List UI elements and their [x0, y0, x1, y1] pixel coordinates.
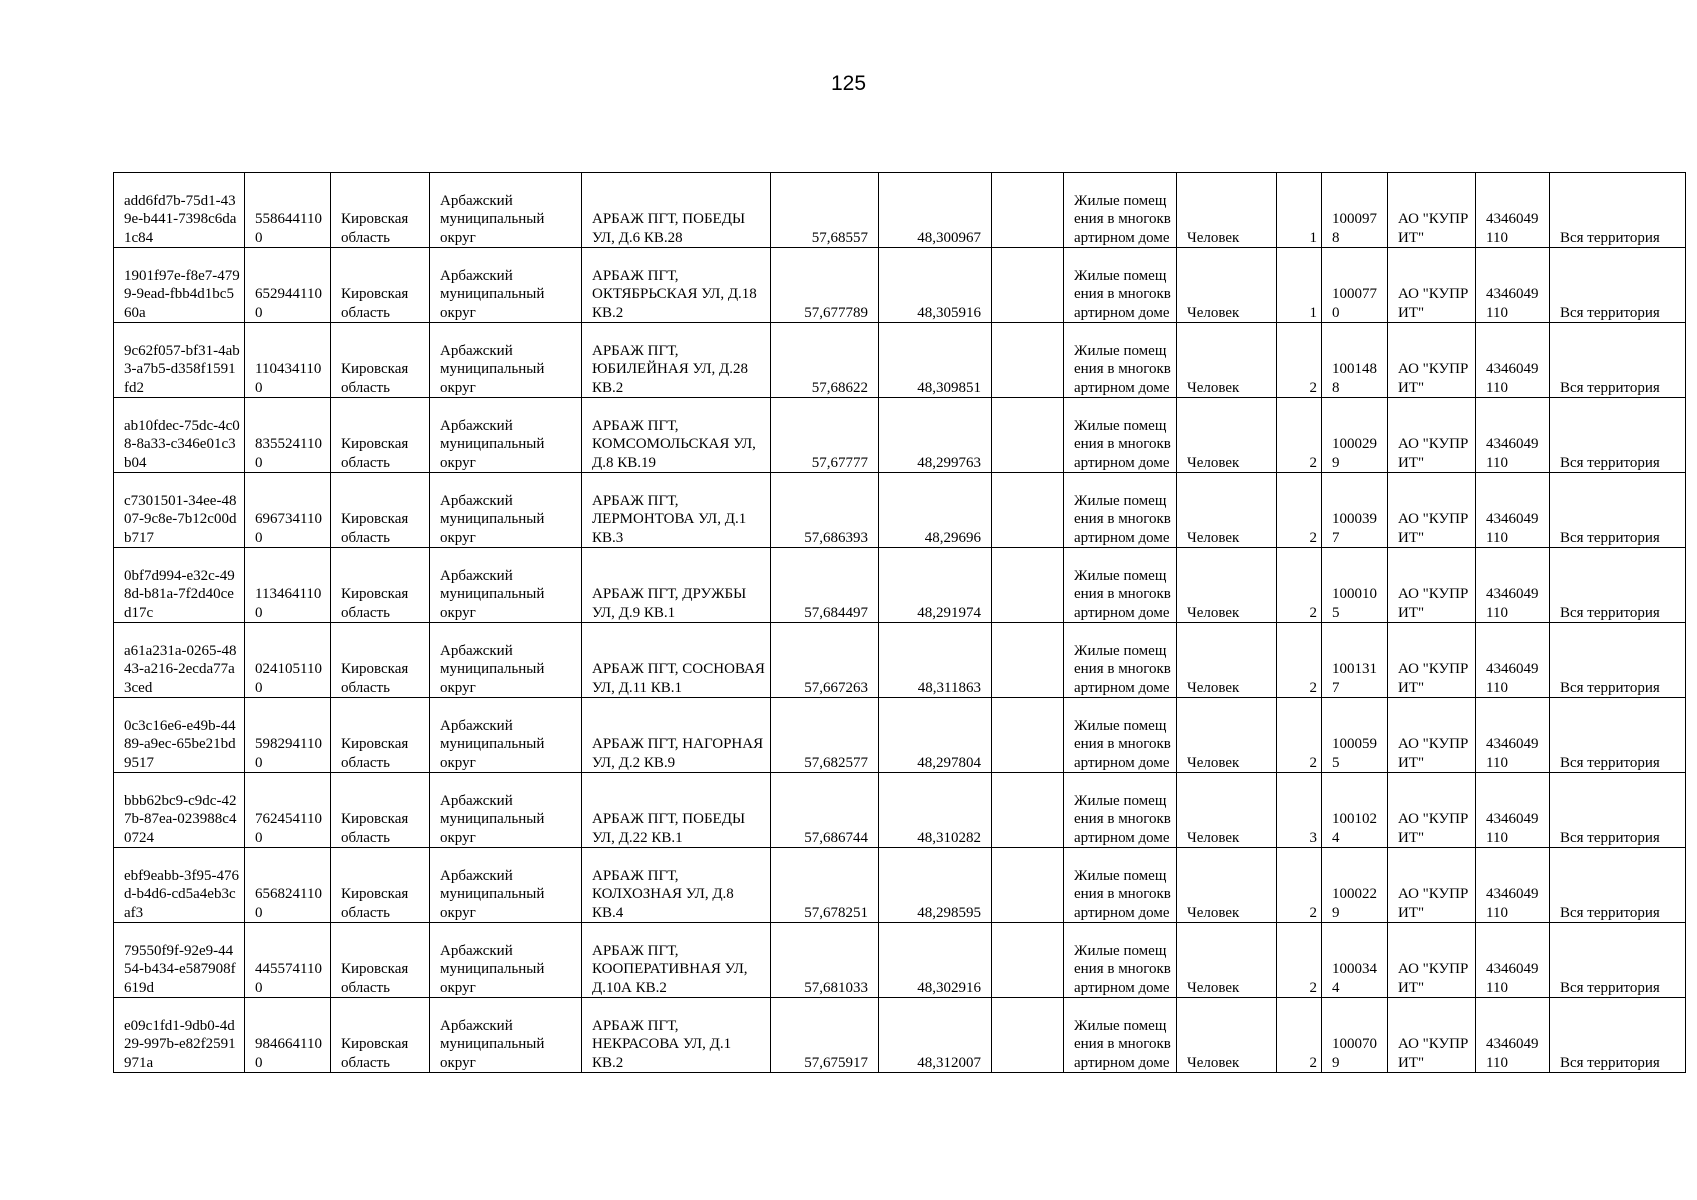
cell-unit: Человек: [1177, 848, 1277, 923]
cell-oktmo-code: 6967341100: [245, 473, 331, 548]
cell-number: 1001317: [1322, 623, 1388, 698]
cell-latitude: 57,677789: [771, 248, 879, 323]
cell-number: 1000595: [1322, 698, 1388, 773]
cell-longitude: 48,310282: [879, 773, 992, 848]
cell-organization: АО "КУПРИТ": [1388, 473, 1476, 548]
cell-object-id: 79550f9f-92e9-4454-b434-e587908f619d: [114, 923, 245, 998]
cell-inn: 4346049110: [1476, 773, 1550, 848]
table-row: [114, 698, 1686, 773]
cell-empty: [992, 998, 1064, 1073]
cell-unit: Человек: [1177, 548, 1277, 623]
cell-object-type: Жилые помещения в многоквартирном доме: [1064, 173, 1177, 248]
cell-organization: АО "КУПРИТ": [1388, 698, 1476, 773]
cell-region: Кировская область: [331, 398, 430, 473]
cell-territory: Вся территория: [1550, 773, 1686, 848]
cell-oktmo-code: 4455741100: [245, 923, 331, 998]
cell-empty: [992, 848, 1064, 923]
cell-empty: [992, 548, 1064, 623]
cell-latitude: 57,67777: [771, 398, 879, 473]
cell-latitude: 57,678251: [771, 848, 879, 923]
cell-organization: АО "КУПРИТ": [1388, 173, 1476, 248]
cell-oktmo-code: 7624541100: [245, 773, 331, 848]
cell-longitude: 48,312007: [879, 998, 992, 1073]
cell-oktmo-code: 6568241100: [245, 848, 331, 923]
cell-number: 1000344: [1322, 923, 1388, 998]
cell-territory: Вся территория: [1550, 698, 1686, 773]
cell-territory: Вся территория: [1550, 998, 1686, 1073]
cell-inn: 4346049110: [1476, 848, 1550, 923]
cell-territory: Вся территория: [1550, 248, 1686, 323]
cell-municipality: Арбажский муниципальный округ: [430, 773, 582, 848]
cell-address: АРБАЖ ПГТ, КОМСОМОЛЬСКАЯ УЛ, Д.8 КВ.19: [582, 398, 771, 473]
cell-organization: АО "КУПРИТ": [1388, 923, 1476, 998]
cell-count: 2: [1277, 923, 1322, 998]
cell-longitude: 48,300967: [879, 173, 992, 248]
cell-unit: Человек: [1177, 248, 1277, 323]
cell-address: АРБАЖ ПГТ, НАГОРНАЯ УЛ, Д.2 КВ.9: [582, 698, 771, 773]
cell-unit: Человек: [1177, 923, 1277, 998]
cell-count: 2: [1277, 473, 1322, 548]
cell-inn: 4346049110: [1476, 248, 1550, 323]
cell-organization: АО "КУПРИТ": [1388, 998, 1476, 1073]
cell-region: Кировская область: [331, 248, 430, 323]
table-row: [114, 398, 1686, 473]
cell-longitude: 48,298595: [879, 848, 992, 923]
cell-unit: Человек: [1177, 773, 1277, 848]
cell-region: Кировская область: [331, 848, 430, 923]
cell-unit: Человек: [1177, 698, 1277, 773]
cell-oktmo-code: 0241051100: [245, 623, 331, 698]
cell-count: 2: [1277, 848, 1322, 923]
cell-latitude: 57,68557: [771, 173, 879, 248]
cell-municipality: Арбажский муниципальный округ: [430, 623, 582, 698]
cell-empty: [992, 923, 1064, 998]
cell-organization: АО "КУПРИТ": [1388, 773, 1476, 848]
cell-longitude: 48,309851: [879, 323, 992, 398]
cell-region: Кировская область: [331, 173, 430, 248]
table-row: [114, 323, 1686, 398]
cell-address: АРБАЖ ПГТ, ДРУЖБЫ УЛ, Д.9 КВ.1: [582, 548, 771, 623]
cell-address: АРБАЖ ПГТ, ПОБЕДЫ УЛ, Д.6 КВ.28: [582, 173, 771, 248]
cell-oktmo-code: 1134641100: [245, 548, 331, 623]
cell-territory: Вся территория: [1550, 398, 1686, 473]
cell-territory: Вся территория: [1550, 548, 1686, 623]
cell-object-id: add6fd7b-75d1-439e-b441-7398c6da1c84: [114, 173, 245, 248]
page-number: 125: [830, 72, 867, 95]
table-row: [114, 548, 1686, 623]
cell-municipality: Арбажский муниципальный округ: [430, 323, 582, 398]
cell-empty: [992, 323, 1064, 398]
cell-count: 2: [1277, 623, 1322, 698]
table-row: [114, 173, 1686, 248]
cell-oktmo-code: 5586441100: [245, 173, 331, 248]
cell-count: 2: [1277, 998, 1322, 1073]
registry-table: [113, 172, 1686, 1073]
cell-object-id: ebf9eabb-3f95-476d-b4d6-cd5a4eb3caf3: [114, 848, 245, 923]
cell-municipality: Арбажский муниципальный округ: [430, 923, 582, 998]
cell-region: Кировская область: [331, 323, 430, 398]
cell-number: 1000299: [1322, 398, 1388, 473]
cell-inn: 4346049110: [1476, 698, 1550, 773]
cell-region: Кировская область: [331, 923, 430, 998]
cell-oktmo-code: 5982941100: [245, 698, 331, 773]
cell-count: 1: [1277, 173, 1322, 248]
cell-region: Кировская область: [331, 698, 430, 773]
table-row: [114, 923, 1686, 998]
cell-territory: Вся территория: [1550, 848, 1686, 923]
table-row: [114, 473, 1686, 548]
cell-object-id: 0c3c16e6-e49b-4489-a9ec-65be21bd9517: [114, 698, 245, 773]
cell-address: АРБАЖ ПГТ, ЛЕРМОНТОВА УЛ, Д.1 КВ.3: [582, 473, 771, 548]
cell-object-type: Жилые помещения в многоквартирном доме: [1064, 848, 1177, 923]
cell-object-type: Жилые помещения в многоквартирном доме: [1064, 248, 1177, 323]
cell-latitude: 57,686744: [771, 773, 879, 848]
cell-inn: 4346049110: [1476, 173, 1550, 248]
cell-count: 2: [1277, 398, 1322, 473]
cell-organization: АО "КУПРИТ": [1388, 623, 1476, 698]
cell-object-id: ab10fdec-75dc-4c08-8a33-c346e01c3b04: [114, 398, 245, 473]
cell-municipality: Арбажский муниципальный округ: [430, 848, 582, 923]
cell-number: 1000105: [1322, 548, 1388, 623]
cell-organization: АО "КУПРИТ": [1388, 248, 1476, 323]
cell-unit: Человек: [1177, 173, 1277, 248]
cell-empty: [992, 398, 1064, 473]
cell-latitude: 57,681033: [771, 923, 879, 998]
cell-organization: АО "КУПРИТ": [1388, 848, 1476, 923]
cell-object-id: 0bf7d994-e32c-498d-b81a-7f2d40ced17c: [114, 548, 245, 623]
cell-inn: 4346049110: [1476, 323, 1550, 398]
cell-address: АРБАЖ ПГТ, КОЛХОЗНАЯ УЛ, Д.8 КВ.4: [582, 848, 771, 923]
cell-organization: АО "КУПРИТ": [1388, 398, 1476, 473]
cell-region: Кировская область: [331, 623, 430, 698]
cell-address: АРБАЖ ПГТ, СОСНОВАЯ УЛ, Д.11 КВ.1: [582, 623, 771, 698]
cell-object-id: 9c62f057-bf31-4ab3-a7b5-d358f1591fd2: [114, 323, 245, 398]
cell-latitude: 57,68622: [771, 323, 879, 398]
cell-object-id: e09c1fd1-9db0-4d29-997b-e82f2591971a: [114, 998, 245, 1073]
cell-address: АРБАЖ ПГТ, ОКТЯБРЬСКАЯ УЛ, Д.18 КВ.2: [582, 248, 771, 323]
cell-territory: Вся территория: [1550, 473, 1686, 548]
cell-object-type: Жилые помещения в многоквартирном доме: [1064, 398, 1177, 473]
cell-empty: [992, 773, 1064, 848]
cell-address: АРБАЖ ПГТ, ЮБИЛЕЙНАЯ УЛ, Д.28 КВ.2: [582, 323, 771, 398]
cell-object-id: c7301501-34ee-4807-9c8e-7b12c00db717: [114, 473, 245, 548]
cell-oktmo-code: 8355241100: [245, 398, 331, 473]
cell-unit: Человек: [1177, 623, 1277, 698]
cell-inn: 4346049110: [1476, 473, 1550, 548]
cell-longitude: 48,299763: [879, 398, 992, 473]
cell-territory: Вся территория: [1550, 623, 1686, 698]
cell-object-id: a61a231a-0265-4843-a216-2ecda77a3ced: [114, 623, 245, 698]
cell-count: 2: [1277, 548, 1322, 623]
cell-number: 1000397: [1322, 473, 1388, 548]
cell-latitude: 57,682577: [771, 698, 879, 773]
cell-object-type: Жилые помещения в многоквартирном доме: [1064, 323, 1177, 398]
table-body: [114, 173, 1686, 1073]
cell-longitude: 48,297804: [879, 698, 992, 773]
cell-empty: [992, 248, 1064, 323]
cell-number: 1000229: [1322, 848, 1388, 923]
cell-organization: АО "КУПРИТ": [1388, 548, 1476, 623]
cell-number: 1000770: [1322, 248, 1388, 323]
cell-object-id: 1901f97e-f8e7-4799-9ead-fbb4d1bc560a: [114, 248, 245, 323]
cell-longitude: 48,302916: [879, 923, 992, 998]
cell-municipality: Арбажский муниципальный округ: [430, 998, 582, 1073]
cell-address: АРБАЖ ПГТ, КООПЕРАТИВНАЯ УЛ, Д.10А КВ.2: [582, 923, 771, 998]
cell-oktmo-code: 9846641100: [245, 998, 331, 1073]
cell-municipality: Арбажский муниципальный округ: [430, 248, 582, 323]
cell-inn: 4346049110: [1476, 923, 1550, 998]
cell-longitude: 48,29696: [879, 473, 992, 548]
cell-number: 1000709: [1322, 998, 1388, 1073]
cell-organization: АО "КУПРИТ": [1388, 323, 1476, 398]
cell-municipality: Арбажский муниципальный округ: [430, 173, 582, 248]
cell-municipality: Арбажский муниципальный округ: [430, 548, 582, 623]
cell-oktmo-code: 1104341100: [245, 323, 331, 398]
cell-inn: 4346049110: [1476, 998, 1550, 1073]
cell-object-type: Жилые помещения в многоквартирном доме: [1064, 998, 1177, 1073]
cell-region: Кировская область: [331, 998, 430, 1073]
cell-count: 2: [1277, 698, 1322, 773]
cell-municipality: Арбажский муниципальный округ: [430, 698, 582, 773]
cell-municipality: Арбажский муниципальный округ: [430, 398, 582, 473]
cell-empty: [992, 623, 1064, 698]
table-row: [114, 248, 1686, 323]
table-row: [114, 848, 1686, 923]
cell-unit: Человек: [1177, 323, 1277, 398]
cell-count: 3: [1277, 773, 1322, 848]
cell-latitude: 57,675917: [771, 998, 879, 1073]
table-row: [114, 998, 1686, 1073]
cell-inn: 4346049110: [1476, 623, 1550, 698]
cell-object-type: Жилые помещения в многоквартирном доме: [1064, 698, 1177, 773]
cell-latitude: 57,667263: [771, 623, 879, 698]
cell-object-type: Жилые помещения в многоквартирном доме: [1064, 548, 1177, 623]
cell-territory: Вся территория: [1550, 323, 1686, 398]
cell-object-type: Жилые помещения в многоквартирном доме: [1064, 923, 1177, 998]
cell-empty: [992, 473, 1064, 548]
cell-longitude: 48,305916: [879, 248, 992, 323]
cell-unit: Человек: [1177, 398, 1277, 473]
cell-unit: Человек: [1177, 998, 1277, 1073]
table-row: [114, 773, 1686, 848]
cell-region: Кировская область: [331, 773, 430, 848]
cell-number: 1001488: [1322, 323, 1388, 398]
cell-number: 1001024: [1322, 773, 1388, 848]
table-row: [114, 623, 1686, 698]
cell-latitude: 57,684497: [771, 548, 879, 623]
cell-inn: 4346049110: [1476, 398, 1550, 473]
cell-unit: Человек: [1177, 473, 1277, 548]
cell-territory: Вся территория: [1550, 173, 1686, 248]
cell-empty: [992, 173, 1064, 248]
cell-region: Кировская область: [331, 473, 430, 548]
cell-region: Кировская область: [331, 548, 430, 623]
cell-municipality: Арбажский муниципальный округ: [430, 473, 582, 548]
cell-territory: Вся территория: [1550, 923, 1686, 998]
cell-object-type: Жилые помещения в многоквартирном доме: [1064, 473, 1177, 548]
cell-count: 2: [1277, 323, 1322, 398]
cell-object-id: bbb62bc9-c9dc-427b-87ea-023988c40724: [114, 773, 245, 848]
cell-count: 1: [1277, 248, 1322, 323]
cell-address: АРБАЖ ПГТ, ПОБЕДЫ УЛ, Д.22 КВ.1: [582, 773, 771, 848]
cell-oktmo-code: 6529441100: [245, 248, 331, 323]
cell-latitude: 57,686393: [771, 473, 879, 548]
cell-object-type: Жилые помещения в многоквартирном доме: [1064, 623, 1177, 698]
cell-empty: [992, 698, 1064, 773]
cell-longitude: 48,311863: [879, 623, 992, 698]
cell-number: 1000978: [1322, 173, 1388, 248]
cell-object-type: Жилые помещения в многоквартирном доме: [1064, 773, 1177, 848]
cell-address: АРБАЖ ПГТ, НЕКРАСОВА УЛ, Д.1 КВ.2: [582, 998, 771, 1073]
cell-inn: 4346049110: [1476, 548, 1550, 623]
cell-longitude: 48,291974: [879, 548, 992, 623]
